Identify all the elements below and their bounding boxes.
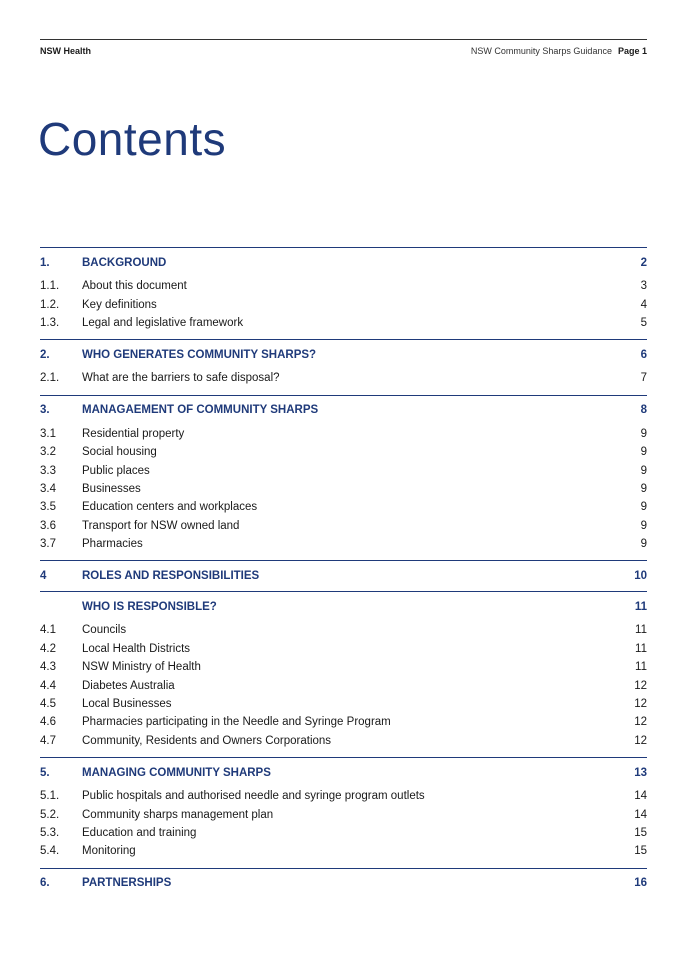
toc-entry[interactable] <box>40 621 647 639</box>
toc-page: 15 <box>634 845 647 858</box>
toc-num: 5. <box>40 766 50 779</box>
toc-num: 4.2 <box>40 642 56 655</box>
header-rule <box>40 39 647 40</box>
toc-page: 6 <box>640 348 647 361</box>
toc-num: 3.7 <box>40 538 56 551</box>
toc-num: 3.6 <box>40 519 56 532</box>
toc-label: Local Health Districts <box>82 642 191 655</box>
toc-page: 9 <box>640 538 647 551</box>
toc-num: 3.1 <box>40 427 56 440</box>
toc-num: 3. <box>40 404 50 417</box>
toc-entry[interactable] <box>40 805 647 823</box>
toc-page: 15 <box>634 827 647 839</box>
toc-num: 5.4. <box>40 845 60 858</box>
toc-num: 1.3. <box>40 316 60 329</box>
toc-num: 3.5 <box>40 501 56 514</box>
toc-num: 4.4 <box>40 679 56 692</box>
table-of-contents <box>40 247 647 899</box>
toc-label: Local Businesses <box>82 698 172 711</box>
toc-label: PARTNERSHIPS <box>82 877 172 890</box>
toc-label: What are the barriers to safe disposal? <box>82 372 280 385</box>
toc-entry[interactable] <box>40 314 647 332</box>
toc-entry[interactable] <box>40 695 647 713</box>
toc-section-heading[interactable] <box>40 598 647 615</box>
toc-num: 1.1. <box>40 280 60 293</box>
toc-page: 11 <box>635 624 647 637</box>
toc-page: 16 <box>634 877 647 890</box>
page-title: Contents <box>38 113 227 165</box>
toc-entry[interactable] <box>40 535 647 553</box>
toc-entry[interactable] <box>40 640 647 658</box>
toc-page: 14 <box>634 808 647 821</box>
toc-entry[interactable] <box>40 676 647 694</box>
toc-page: 9 <box>640 501 647 514</box>
toc-num: 6. <box>40 877 50 890</box>
header-right <box>471 46 647 56</box>
toc-label: Diabetes Australia <box>82 679 175 692</box>
toc-page: 11 <box>634 600 647 613</box>
toc-label: Community sharps management plan <box>82 808 274 821</box>
toc-page: 4 <box>640 298 647 311</box>
toc-label: Residential property <box>82 427 185 440</box>
toc-num: 4.5 <box>40 698 56 711</box>
toc-entry[interactable] <box>40 787 647 805</box>
toc-page: 11 <box>635 642 647 655</box>
toc-section-heading[interactable] <box>40 254 647 271</box>
toc-section <box>40 339 647 394</box>
toc-num: 4 <box>40 569 47 582</box>
toc-entry[interactable] <box>40 443 647 461</box>
toc-page: 12 <box>634 679 647 692</box>
toc-label: Education centers and workplaces <box>82 501 258 514</box>
toc-page: 9 <box>640 427 647 440</box>
toc-num: 5.1. <box>40 790 60 803</box>
toc-page: 12 <box>634 716 647 729</box>
toc-label: Monitoring <box>82 845 136 858</box>
toc-entry[interactable] <box>40 732 647 750</box>
toc-label: Public places <box>82 464 150 477</box>
toc-label: ROLES AND RESPONSIBILITIES <box>82 569 260 582</box>
toc-page: 10 <box>634 569 647 582</box>
toc-page: 12 <box>634 734 647 747</box>
toc-num: 5.3. <box>40 827 60 839</box>
toc-entry[interactable] <box>40 517 647 535</box>
toc-entry[interactable] <box>40 461 647 479</box>
toc-page: 8 <box>640 404 647 417</box>
toc-num: 3.3 <box>40 464 56 477</box>
toc-num: 2. <box>40 348 50 361</box>
toc-section <box>40 560 647 591</box>
toc-label: Social housing <box>82 446 157 459</box>
toc-section <box>40 757 647 868</box>
toc-label: WHO GENERATES COMMUNITY SHARPS? <box>82 348 317 361</box>
header-page-label: Page 1 <box>617 46 647 56</box>
toc-page: 9 <box>640 519 647 532</box>
toc-label: Councils <box>82 624 127 637</box>
toc-entry[interactable] <box>40 842 647 860</box>
toc-label: Pharmacies <box>82 538 143 551</box>
toc-label: NSW Ministry of Health <box>82 661 201 674</box>
toc-page: 9 <box>640 446 647 459</box>
toc-entry[interactable] <box>40 277 647 295</box>
toc-page: 13 <box>634 766 647 779</box>
toc-label: About this document <box>82 280 187 293</box>
toc-entry[interactable] <box>40 369 647 387</box>
toc-label: MANAGAEMENT OF COMMUNITY SHARPS <box>82 404 319 417</box>
toc-section <box>40 868 647 899</box>
toc-section-heading[interactable] <box>40 567 647 584</box>
toc-label: Legal and legislative framework <box>82 316 244 329</box>
toc-label: Community, Residents and Owners Corporations <box>82 734 332 747</box>
toc-section <box>40 395 647 561</box>
toc-num: 2.1. <box>40 372 60 385</box>
header-doc-title: NSW Community Sharps Guidance <box>470 46 612 56</box>
toc-num: 4.6 <box>40 716 56 729</box>
toc-section <box>40 247 647 339</box>
toc-label: Key definitions <box>82 298 157 311</box>
toc-label: Education and training <box>82 827 197 839</box>
toc-label: Public hospitals and authorised needle and syringe program outlets <box>82 790 425 803</box>
toc-entry[interactable] <box>40 425 647 443</box>
toc-num: 4.7 <box>40 734 56 747</box>
toc-num: 3.4 <box>40 482 56 495</box>
toc-page: 3 <box>640 280 647 293</box>
toc-label: MANAGING COMMUNITY SHARPS <box>82 766 271 779</box>
toc-entry[interactable] <box>40 480 647 498</box>
toc-num: 5.2. <box>40 808 60 821</box>
toc-entry[interactable] <box>40 713 647 731</box>
toc-section-heading[interactable] <box>40 875 647 892</box>
toc-label: Pharmacies participating in the Needle and Syringe Program <box>82 716 391 729</box>
toc-label: WHO IS RESPONSIBLE? <box>82 600 217 613</box>
toc-page: 14 <box>634 790 647 803</box>
toc-page: 5 <box>640 316 647 329</box>
toc-entry[interactable] <box>40 498 647 516</box>
toc-page: 12 <box>634 698 647 711</box>
header-org: NSW Health <box>40 46 92 56</box>
toc-entry[interactable] <box>40 824 647 842</box>
toc-page: 11 <box>635 661 647 674</box>
toc-num: 1. <box>40 256 50 269</box>
toc-page: 9 <box>640 482 647 495</box>
toc-section-heading[interactable] <box>40 402 647 419</box>
toc-section-heading[interactable] <box>40 764 647 781</box>
toc-label: Businesses <box>82 482 141 495</box>
toc-num: 4.3 <box>40 661 56 674</box>
toc-num: 1.2. <box>40 298 60 311</box>
toc-page: 7 <box>640 372 647 385</box>
toc-num: 4.1 <box>40 624 56 637</box>
toc-entry[interactable] <box>40 295 647 313</box>
toc-section-heading[interactable] <box>40 346 647 363</box>
toc-section <box>40 591 647 757</box>
toc-page: 2 <box>640 256 647 269</box>
toc-entry[interactable] <box>40 658 647 676</box>
toc-num: 3.2 <box>40 446 56 459</box>
toc-page: 9 <box>640 464 647 477</box>
toc-label: Transport for NSW owned land <box>82 519 240 532</box>
toc-label: BACKGROUND <box>82 256 167 269</box>
